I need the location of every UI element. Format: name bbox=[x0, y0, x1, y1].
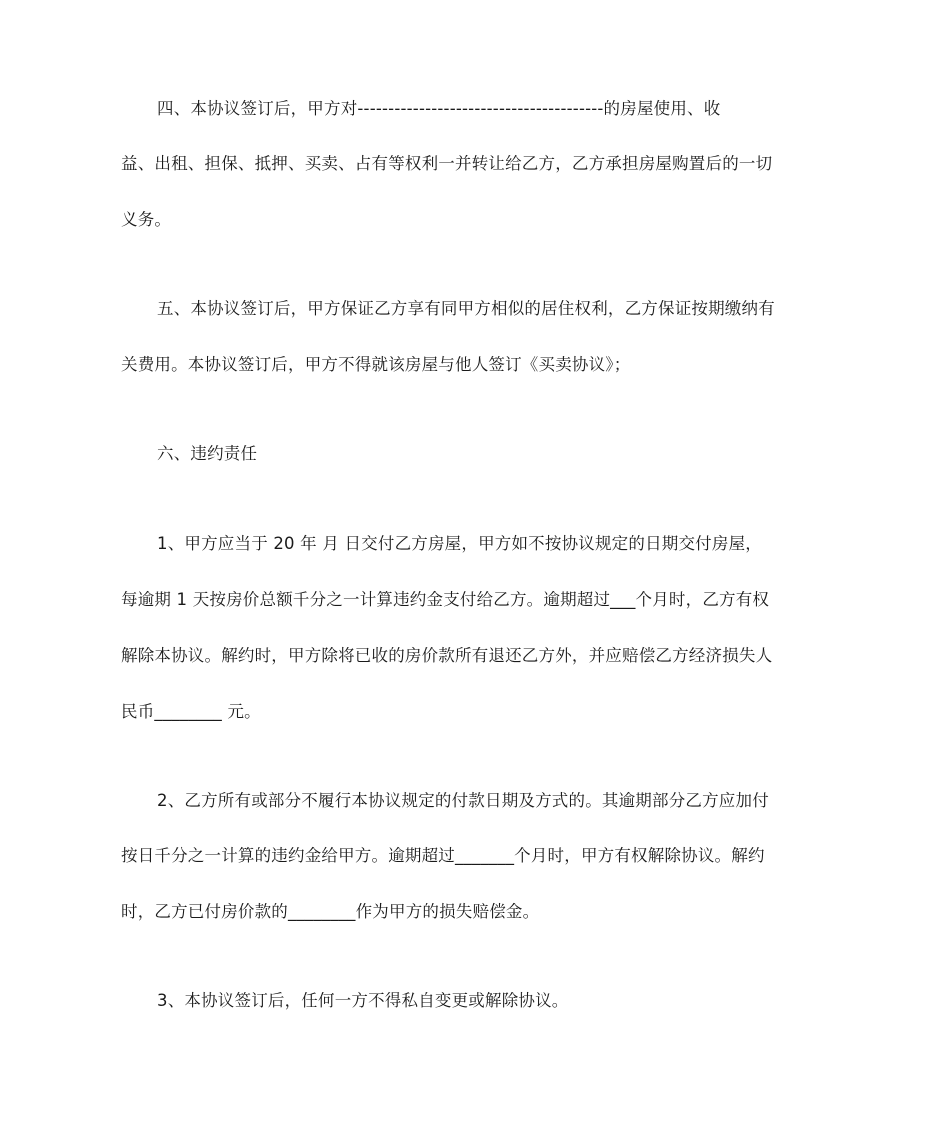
clause-5-line-1: 五、本协议签订后，甲方保证乙方享有同甲方相似的居住权利，乙方保证按期缴纳有 bbox=[157, 299, 775, 318]
clause-6-3-line-1: 3、本协议签订后，任何一方不得私自变更或解除协议。 bbox=[157, 991, 569, 1010]
clause-5-line-2: 关费用。本协议签订后，甲方不得就该房屋与他人签订《买卖协议》； bbox=[121, 355, 631, 374]
clause-4-line-2: 益、出租、担保、抵押、买卖、占有等权利一并转让给乙方，乙方承担房屋购置后的一切 bbox=[121, 154, 773, 173]
clause-6-1-line-3: 解除本协议。解约时，甲方除将已收的房价款所有退还乙方外，并应赔偿乙方经济损失人 bbox=[121, 646, 773, 665]
clause-6-2-line-3: 时，乙方已付房价款的________作为甲方的损失赔偿金。 bbox=[121, 902, 540, 921]
clause-4-line-1: 四、本协议签订后，甲方对----------------------------------------的房屋使用、收 bbox=[157, 99, 721, 118]
clause-6-heading: 六、违约责任 bbox=[157, 444, 258, 463]
clause-6-2-line-2: 按日千分之一计算的违约金给甲方。逾期超过_______个月时，甲方有权解除协议。解约 bbox=[121, 846, 765, 865]
clause-6-1-line-2: 每逾期 1 天按房价总额千分之一计算违约金支付给乙方。逾期超过___个月时，乙方有权 bbox=[121, 590, 770, 609]
clause-4-line-3: 义务。 bbox=[121, 210, 172, 229]
clause-6-1-line-1: 1、甲方应当于 20 年 月 日交付乙方房屋，甲方如不按协议规定的日期交付房屋， bbox=[157, 534, 762, 553]
clause-6-2-line-1: 2、乙方所有或部分不履行本协议规定的付款日期及方式的。其逾期部分乙方应加付 bbox=[157, 791, 769, 810]
clause-6-1-line-4: 民币________ 元。 bbox=[121, 702, 261, 721]
